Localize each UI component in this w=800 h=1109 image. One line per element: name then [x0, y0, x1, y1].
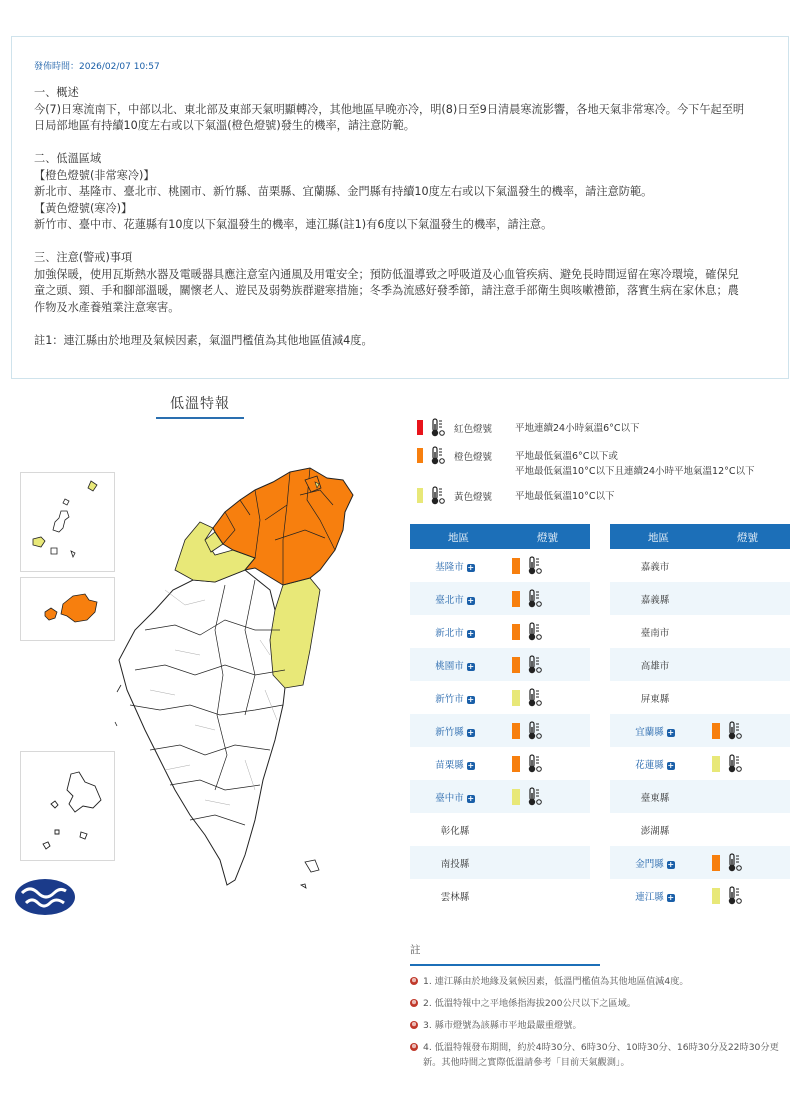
region-name [410, 856, 500, 870]
signal-lamp [712, 756, 720, 772]
region-label: 彰化縣 [440, 826, 470, 837]
plus-icon[interactable]: + [467, 761, 475, 770]
region-name [410, 823, 500, 837]
region-name[interactable] [410, 724, 500, 738]
table-row[interactable] [410, 714, 590, 747]
thermometer-icon [527, 655, 543, 674]
note-text: 1. 連江縣由於地緣及氣候因素，低溫門檻值為其他地區值減4度。 [423, 976, 689, 987]
bulletin-line: 日局部地區有持續10度左右或以下氣溫(橙色燈號)發生的機率，請注意防範。 [34, 119, 415, 132]
legend-desc-line: 平地最低氣溫6°C以下或 [515, 451, 618, 462]
region-label: 嘉義市 [640, 562, 670, 573]
region-label: 臺東縣 [640, 793, 670, 804]
plus-icon[interactable]: + [467, 596, 475, 605]
thermometer-icon [430, 486, 446, 505]
legend-desc [515, 489, 614, 504]
region-label: 澎湖縣 [640, 826, 670, 837]
bulletin-line: 童之頭、頸、手和腳部溫暖，關懷老人、遊民及弱勢族群避寒措施；冬季為流感好發季節，請注意手部衛生與咳嗽禮節，落實生病在家休息；農 [34, 284, 739, 297]
table-row [410, 879, 590, 912]
thermometer-icon [727, 721, 743, 740]
header-signal: 燈號 [537, 532, 558, 544]
blank-line [34, 135, 768, 152]
region-label[interactable]: 新北市 [435, 628, 464, 639]
note-text: 2. 低溫特報中之平地係指海拔200公尺以下之區域。 [423, 998, 636, 1009]
bulletin-line: 今(7)日寒流南下，中部以北、東北部及東部天氣明顯轉冷，其他地區早晚亦冷，明(8)日至9日清晨寒流影響，各地天氣非常寒冷。今下午起至明 [34, 102, 745, 116]
signal-lamp [712, 888, 720, 904]
region-name[interactable] [410, 625, 500, 639]
legend-item [414, 485, 794, 507]
signal-lamp [512, 657, 520, 673]
signal-lamp [512, 591, 520, 607]
thermometer-icon [527, 787, 543, 806]
thermometer-icon [430, 446, 446, 468]
table-header [610, 524, 790, 549]
thermometer-icon [727, 754, 743, 773]
bulletin-line: 作物及水產養殖業注意寒害。 [34, 300, 180, 314]
note-item [410, 1018, 790, 1033]
inset-matsu [20, 751, 115, 861]
table-row[interactable] [410, 780, 590, 813]
table-row[interactable] [410, 747, 590, 780]
region-label[interactable]: 金門縣 [635, 859, 664, 870]
bullet-icon: ⊗ [411, 999, 417, 1006]
thermometer-icon [527, 589, 543, 611]
region-name[interactable] [410, 757, 500, 771]
region-name [610, 790, 700, 804]
table-row [610, 681, 790, 714]
thermometer-icon [727, 721, 743, 743]
legend-name: 紅色燈號 [454, 424, 493, 435]
signal-lamp [512, 624, 520, 640]
note-text: 3. 縣市燈號為該縣市平地最嚴重燈號。 [423, 1020, 582, 1031]
header-signal: 燈號 [737, 532, 758, 544]
table-row [610, 615, 790, 648]
signal-lamp [712, 723, 720, 739]
region-label: 南投縣 [440, 859, 470, 870]
region-label[interactable]: 基隆市 [435, 562, 464, 573]
legend-desc [515, 421, 640, 436]
bullet-icon: ⊗ [411, 1021, 417, 1028]
plus-icon[interactable]: + [467, 629, 475, 638]
blank-line [34, 316, 768, 333]
thermometer-icon [527, 688, 543, 707]
region-label: 嘉義縣 [640, 595, 670, 606]
legend-item [414, 445, 794, 477]
note-item [410, 996, 790, 1011]
region-label: 雲林縣 [440, 892, 470, 903]
signal-lamp [512, 690, 520, 706]
thermometer-icon [430, 486, 446, 508]
region-label[interactable]: 桃園市 [435, 661, 464, 672]
bullet-icon: ⊗ [411, 977, 417, 984]
note-text: 4. 低溫特報發布期間，約於4時30分、6時30分、10時30分、16時30分及22時30分更新。其他時間之實際低溫請參考「目前天氣觀測」。 [423, 1042, 779, 1068]
table-row [610, 780, 790, 813]
region-name [410, 889, 500, 903]
legend-desc-line: 平地最低氣溫10°C以下 [515, 491, 615, 502]
bulletin-line: 新北市、基隆市、臺北市、桃園市、新竹縣、苗栗縣、宜蘭縣、金門縣有持續10度左右或以下氣溫發生的機率，請注意防範。 [34, 185, 653, 198]
table-row [610, 582, 790, 615]
bulletin-line: 加強保暖，使用瓦斯熱水器及電暖器具應注意室內通風及用電安全；預防低溫導致之呼吸道及心血管疾病、避免長時間逗留在寒冷環境，確保兒 [34, 267, 739, 281]
note-item [410, 1040, 790, 1070]
table-row [610, 648, 790, 681]
blank-line [34, 234, 768, 251]
table-row[interactable] [610, 846, 790, 879]
region-name[interactable] [610, 724, 700, 738]
thermometer-icon [527, 589, 543, 608]
region-name[interactable] [610, 889, 700, 903]
table-row[interactable] [410, 582, 590, 615]
thermometer-icon [727, 886, 743, 905]
table-row[interactable] [410, 615, 590, 648]
thermometer-icon [527, 787, 543, 809]
region-label: 臺南市 [640, 628, 670, 639]
region-label[interactable]: 連江縣 [635, 892, 664, 903]
region-label[interactable]: 宜蘭縣 [635, 727, 664, 738]
taiwan-main-map [105, 460, 390, 890]
region-label[interactable]: 臺北市 [435, 595, 464, 606]
region-label[interactable]: 新竹市 [435, 694, 464, 705]
thermometer-icon [527, 721, 543, 740]
bulletin-line: 新竹市、臺中市、花蓮縣有10度以下氣溫發生的機率，連江縣(註1)有6度以下氣溫發生的機率，請注意。 [34, 218, 553, 231]
thermometer-icon [527, 688, 543, 710]
region-name[interactable] [410, 559, 500, 573]
bullet-icon: ⊗ [411, 1043, 417, 1050]
plus-icon[interactable]: + [467, 794, 475, 803]
region-label[interactable]: 新竹縣 [435, 727, 464, 738]
legend-swatch [417, 448, 423, 463]
plus-icon[interactable]: + [467, 728, 475, 737]
bulletin-line: 【橙色燈號(非常寒冷)】 [34, 168, 155, 182]
plus-icon[interactable]: + [667, 893, 675, 902]
signal-lamp [512, 756, 520, 772]
region-name [610, 823, 700, 837]
region-name[interactable] [610, 856, 700, 870]
bulletin-panel [11, 36, 789, 379]
header-area: 地區 [648, 532, 669, 544]
bulletin-line: 註1：連江縣由於地理及氣候因素，氣溫門檻值為其他地區值減4度。 [34, 333, 373, 347]
cwa-logo-icon [14, 877, 76, 921]
table-row [610, 813, 790, 846]
thermometer-icon [527, 754, 543, 773]
table-row[interactable] [410, 648, 590, 681]
legend-name: 橙色燈號 [454, 452, 493, 463]
header-area: 地區 [448, 532, 469, 544]
region-name [610, 658, 700, 672]
table-row[interactable] [610, 747, 790, 780]
signal-lamp [712, 855, 720, 871]
plus-icon[interactable]: + [667, 761, 675, 770]
thermometer-icon [727, 853, 743, 875]
region-label[interactable]: 臺中市 [435, 793, 464, 804]
thermometer-icon [527, 622, 543, 641]
plus-icon[interactable]: + [667, 860, 675, 869]
thermometer-icon [727, 886, 743, 908]
plus-icon[interactable]: + [667, 728, 675, 737]
plus-icon[interactable]: + [467, 662, 475, 671]
thermometer-icon [527, 556, 543, 578]
legend-name: 黃色燈號 [454, 492, 493, 503]
inset-kinmen [20, 577, 115, 641]
note-item [410, 974, 790, 989]
thermometer-icon [527, 556, 543, 575]
issue-time: 發佈時間：2026/02/07 10:57 [34, 62, 160, 72]
thermometer-icon [527, 655, 543, 677]
thermometer-icon [527, 754, 543, 776]
region-table-left [410, 524, 590, 912]
table-row [410, 813, 590, 846]
legend-swatch [417, 488, 423, 503]
thermometer-icon [727, 754, 743, 776]
table-row[interactable] [410, 549, 590, 582]
thermometer-icon [430, 418, 446, 437]
signal-lamp [512, 558, 520, 574]
region-label: 高雄市 [640, 661, 670, 672]
region-label[interactable]: 苗栗縣 [435, 760, 464, 771]
region-label: 屏東縣 [640, 694, 670, 705]
table-row [610, 549, 790, 582]
legend-item [414, 417, 794, 439]
thermometer-icon [727, 853, 743, 872]
inset-penghu [20, 472, 115, 572]
thermometer-icon [430, 418, 446, 440]
region-name [610, 691, 700, 705]
bulletin-line: 一、概述 [34, 86, 79, 99]
signal-lamp [512, 789, 520, 805]
region-table-right [610, 524, 790, 912]
notes-title: 註 [410, 944, 421, 956]
region-name[interactable] [610, 757, 700, 771]
region-name[interactable] [410, 790, 500, 804]
legend-desc [515, 449, 755, 479]
region-name[interactable] [410, 658, 500, 672]
thermometer-icon [527, 721, 543, 743]
table-row[interactable] [610, 714, 790, 747]
plus-icon[interactable]: + [467, 695, 475, 704]
bulletin-line: 三、注意(警戒)事項 [34, 251, 133, 264]
legend-desc-line: 平地最低氣溫10°C以下且連續24小時平地氣溫12°C以下 [515, 466, 755, 477]
region-label[interactable]: 花蓮縣 [635, 760, 664, 771]
bulletin-line: 二、低溫區域 [34, 152, 102, 165]
bulletin-text [34, 85, 768, 349]
region-name[interactable] [410, 691, 500, 705]
table-row[interactable] [610, 879, 790, 912]
plus-icon[interactable]: + [467, 563, 475, 572]
region-name [610, 625, 700, 639]
notes-section [410, 942, 790, 1077]
legend-swatch [417, 420, 423, 435]
legend-desc-line: 平地連續24小時氣溫6°C以下 [515, 423, 640, 434]
bulletin-line: 【黃色燈號(寒冷)】 [34, 201, 133, 215]
map-title: 低溫特報 [156, 393, 244, 419]
taiwan-map[interactable] [10, 460, 390, 930]
region-name[interactable] [410, 592, 500, 606]
region-name [610, 559, 700, 573]
thermometer-icon [430, 446, 446, 465]
thermometer-icon [527, 622, 543, 644]
table-header [410, 524, 590, 549]
signal-lamp [512, 723, 520, 739]
region-name [610, 592, 700, 606]
table-row[interactable] [410, 681, 590, 714]
table-row [410, 846, 590, 879]
